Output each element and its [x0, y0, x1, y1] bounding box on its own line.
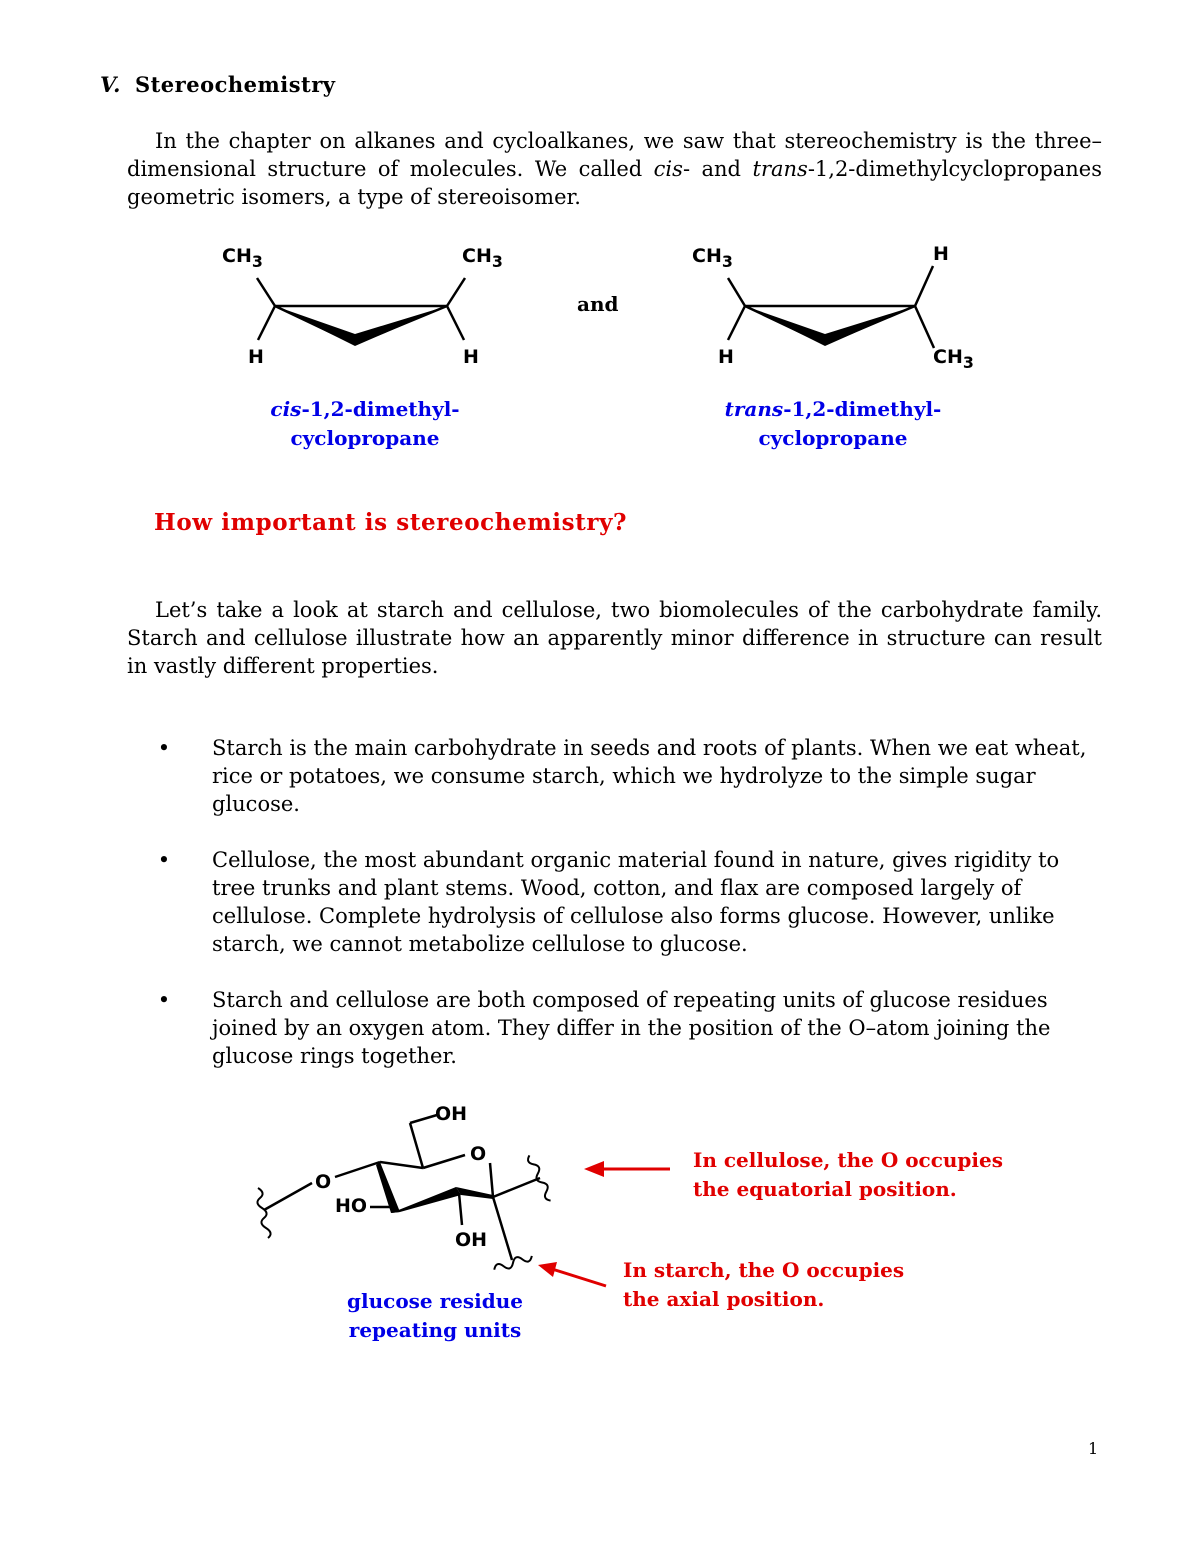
ring-o-c1 [490, 1163, 493, 1197]
glucose-ho: HO [335, 1195, 368, 1217]
trans-label-h-right: H [933, 243, 949, 265]
trans-bond-ch3-left [728, 278, 745, 306]
section-number: V. [100, 72, 121, 97]
ring-c4-c3-wedge [376, 1162, 400, 1213]
intro-text-1: In the chapter on alkanes and cycloalkanes, we saw that stereochemistry is the three–dimensional structure of molecules. We called [127, 129, 1102, 181]
cis-label-h-right: H [463, 346, 479, 368]
wavy-bond-axial [493, 1252, 533, 1273]
trans-bond-ch3-right [915, 306, 934, 348]
bond-c6-oh [410, 1115, 437, 1123]
cis-label-ch3-right: $CH_3$ [462, 245, 503, 271]
section-heading [100, 72, 336, 97]
starch-arrowhead [538, 1262, 557, 1277]
starch-cellulose-paragraph: Let’s take a look at starch and cellulose, two biomolecules of the carbohydrate family. Starch and cellulose illustrate how an apparently minor difference in structure can result in vastly different properties. [127, 598, 1102, 678]
cis-bond-h-right [447, 306, 464, 340]
bond-wavy-o [264, 1183, 312, 1210]
intro-paragraph [127, 127, 1102, 211]
glucose-oh-bottom: OH [455, 1229, 488, 1251]
intro-text-3: -1,2-dimethylcyclopropanes geometric isomers, a type of stereoisomer. [127, 157, 1103, 209]
bond-c2-oh [459, 1193, 462, 1225]
question-heading: How important is stereochemistry? [154, 509, 628, 536]
bullet-cellulose: • Cellulose, the most abundant organic material found in nature, gives rigidity to tree trunks and plant stems. Wood, cotton, and flax are composed largely of cellulose. Complete hydrolysis of cellulose also forms glucose. However, unlike starch, we cannot metabolize cellulose to glucose. [154, 846, 1104, 958]
intro-cis: cis [653, 157, 683, 181]
bond-o-c4 [335, 1162, 380, 1177]
glucose-oh-top: OH [435, 1103, 468, 1125]
bullet-dot: • [157, 848, 171, 872]
cis-bond-h-left [258, 306, 275, 340]
bullet-dot: • [157, 736, 171, 760]
and-label: and [577, 292, 619, 316]
bullet-dot: • [157, 988, 171, 1012]
bullet-starch: • Starch is the main carbohydrate in seeds and roots of plants. When we eat wheat, rice or potatoes, we consume starch, which we hydrolyze to the simple sugar glucose. [154, 734, 1104, 818]
cis-caption: cis-1,2-dimethyl- cyclopropane [270, 397, 460, 450]
trans-caption: trans-1,2-dimethyl- cyclopropane [724, 397, 942, 450]
cellulose-arrowhead [584, 1161, 604, 1177]
trans-label-ch3-left: $CH_3$ [692, 245, 733, 271]
cis-bond-ch3-left [257, 278, 275, 306]
starch-annotation: In starch, the O occupies the axial position. [623, 1258, 905, 1311]
trans-bond-h-right [915, 266, 933, 306]
ring-c3-c2-wedge [391, 1187, 461, 1213]
ring-c5-o [423, 1155, 465, 1168]
trans-label-h-left: H [718, 346, 734, 368]
bond-c1-equatorial [493, 1178, 540, 1197]
bond-c5-c6 [410, 1123, 423, 1168]
ring-c4-c5 [380, 1162, 423, 1168]
page-number: 1 [1088, 1439, 1099, 1458]
cis-bond-ch3-right [447, 278, 465, 306]
section-title: Stereochemistry [134, 72, 336, 97]
trans-label-ch3-right: $CH_3$ [933, 346, 974, 372]
glucose-ring-o: O [470, 1143, 487, 1165]
ring-c2-c1-wedge [456, 1187, 493, 1199]
intro-text-2: - and [682, 157, 753, 181]
wavy-bond-left [257, 1188, 270, 1238]
cis-label-ch3-left: $CH_3$ [222, 245, 263, 271]
trans-bond-h-left [728, 306, 745, 340]
glucose-left-o: O [315, 1171, 332, 1193]
bullet-list [154, 734, 1104, 1098]
cis-label-h-left: H [248, 346, 264, 368]
intro-trans: trans [752, 157, 808, 181]
bullet-repeating-units: • Starch and cellulose are both composed of repeating units of glucose residues joined by an oxygen atom. They differ in the position of the O–atom joining the glucose rings together. [154, 986, 1104, 1070]
glucose-caption: glucose residue repeating units [347, 1289, 523, 1342]
starch-arrow-line [552, 1269, 606, 1286]
cellulose-annotation: In cellulose, the O occupies the equatorial position. [693, 1148, 1003, 1201]
bond-c1-axial [493, 1197, 512, 1260]
